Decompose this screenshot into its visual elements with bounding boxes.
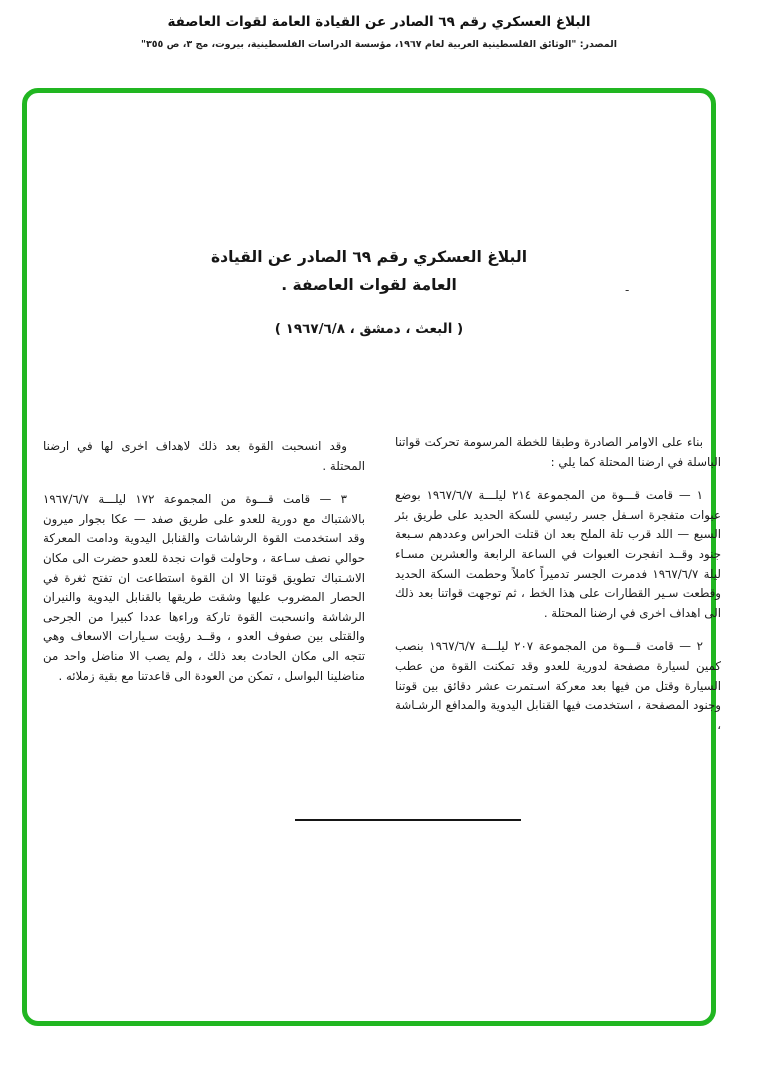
paragraph-item-1: ١ — قامت قـــوة من المجموعة ٢١٤ ليلـــة ١٩٦٧/٦/٧ بوضع عبوات متفجرة اسـفل جسر رئيسي للسكة الحديد على طريق بئر السبع — اللد قرب تلة الملح بعد ان قتلت الحراس وعددهم سـبعة جنود وقــد انفجرت العبوات في الساعة الرابعة والعشرين مسـاء ليلة ١٩٦٧/٦/٧ فدمرت الجسر تدميراً كاملاً وحطمت السكة الحديد وقطعت سـير القطارات على هذا الخط ، ثم توجهت قواتنا بعد ذلك الى اهداف اخرى في ارضنا المحتلة . [395, 488, 721, 620]
doc-dateline: ( البعث ، دمشق ، ١٩٦٧/٦/٨ ) [274, 321, 464, 337]
column-left [43, 437, 365, 686]
document-frame [22, 88, 721, 1026]
stray-mark: - [625, 283, 630, 297]
header-source: المصدر: "الوثائق الفلسطينية العربية لعام ١٩٦٧، مؤسسة الدراسات الفلسطينية، بيروت، مج ٣، ص ٣٥٥" [140, 39, 618, 50]
paragraph-item-3: ٣ — قامت قـــوة من المجموعة ١٧٢ ليلـــة ١٩٦٧/٦/٧ بالاشتباك مع دورية للعدو على طريق صفد — عكا بجوار ميرون وقد استخدمت القوة الرشاشات والقنابل اليدوية ودامت المعركة حوالي نصف سـاعة ، وحاولت قوات نجدة للعدو حضرت الى مكان الاشـتباك تطويق قوتنا الا ان القوة استطاعت ان تفتح ثغرة في الحصار المضروب عليها وشقت طريقها بالقنابل اليدوية والنيران الرشاشة وانسحبت القوة تاركة وراءها عددا كبيرا من الجرحى والقتلى بين صفوف العدو ، وقــد رؤيت سـيارات الاسعاف وهي تتجه الى مكان الحادث بعد ذلك ، ولم يصب الا مناضل واحد من مناضلينا البواسل ، تمكن من العودة الى قاعدتنا مع بقية زملائه . [43, 492, 365, 683]
paragraph-item-2: ٢ — قامت قـــوة من المجموعة ٢٠٧ ليلـــة ١٩٦٧/٦/٧ بنصب كمين لسيارة مصفحة لدورية للعدو وقد تمكنت القوة من عطب السيارة وقتل من فيها بعد معركة اسـتمرت عشر دقائق بين قوتنا وجنود المصفحة ، استخدمت فيها القنابل اليدوية والمدافع الرشـاشة ، [395, 639, 721, 732]
column-right [395, 433, 721, 735]
doc-title-line2: العامة لقوات العاصفة . [281, 276, 457, 294]
doc-title-block [27, 243, 711, 337]
divider-line [295, 819, 521, 821]
page-header [0, 14, 758, 50]
paragraph-item-2-continued: وقد انسحبت القوة بعد ذلك لاهداف اخرى لها في ارضنا المحتلة . [43, 439, 365, 473]
header-title: البلاغ العسكري رقم ٦٩ الصادر عن القيادة العامة لقوات العاصفة [167, 14, 591, 30]
doc-title-line1: البلاغ العسكري رقم ٦٩ الصادر عن القيادة [210, 248, 528, 266]
paragraph-intro: بناء على الاوامر الصادرة وطبقا للخطة المرسومة تحركت قواتنا الباسلة في ارضنا المحتلة كما يلي : [395, 435, 721, 469]
